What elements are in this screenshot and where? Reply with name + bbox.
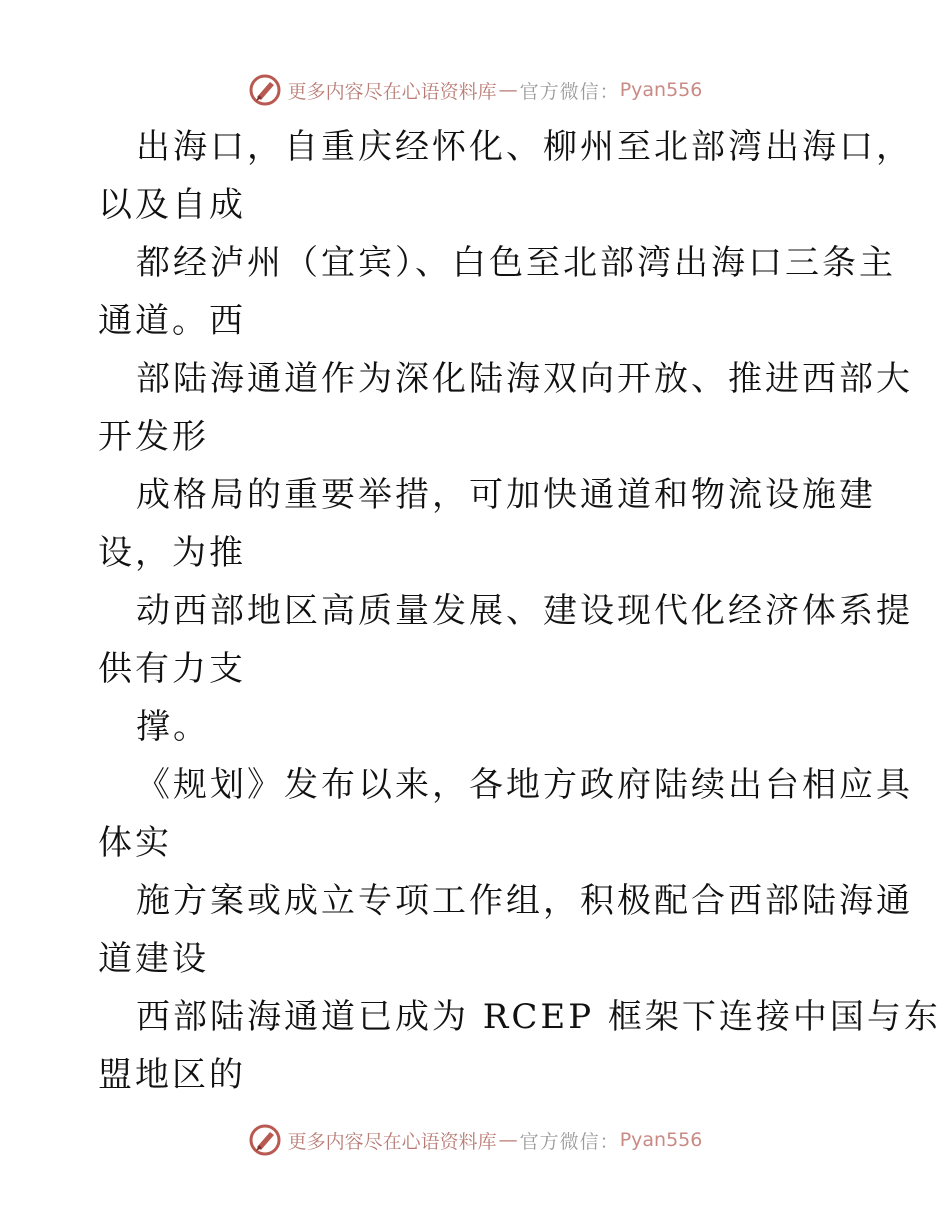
watermark-label: 官方微信： [519, 1130, 620, 1153]
header-watermark [0, 70, 950, 110]
watermark-id: Pyan556 [619, 79, 703, 101]
text-line: 道建设 [98, 939, 209, 979]
pen-logo-icon [248, 1123, 282, 1157]
footer-watermark [0, 1120, 950, 1160]
text-line: 开发形 [98, 417, 209, 457]
text-line: 设，为推 [98, 533, 246, 573]
watermark-dash: — [498, 1129, 518, 1151]
watermark-main-text: 更多内容尽在心语资料库 [287, 80, 497, 103]
text-line: 动西部地区高质量发展、建设现代化经济体系提 [136, 591, 913, 631]
watermark-main-text: 更多内容尽在心语资料库 [287, 1130, 497, 1153]
text-line: 撑。 [136, 707, 210, 747]
watermark-label: 官方微信： [519, 80, 620, 103]
text-line: 《规划》发布以来，各地方政府陆续出台相应具 [136, 765, 913, 805]
text-line: 西部陆海通道已成为 RCEP 框架下连接中国与东 [136, 997, 941, 1037]
document-body [98, 118, 941, 1104]
watermark-dash: — [498, 79, 518, 101]
watermark-id: Pyan556 [619, 1129, 703, 1151]
text-line: 体实 [98, 823, 172, 863]
text-line: 供有力支 [98, 649, 246, 689]
text-line: 通道。西 [98, 301, 246, 341]
text-line: 都经泸州（宜宾）、白色至北部湾出海口三条主 [136, 243, 896, 283]
text-line: 部陆海通道作为深化陆海双向开放、推进西部大 [136, 359, 913, 399]
pen-logo-icon [248, 73, 282, 107]
text-line: 出海口，自重庆经怀化、柳州至北部湾出海口， [136, 127, 913, 167]
text-line: 以及自成 [98, 185, 246, 225]
text-line: 成格局的重要举措，可加快通道和物流设施建 [136, 475, 876, 515]
text-line: 盟地区的 [98, 1055, 246, 1095]
text-line: 施方案或成立专项工作组，积极配合西部陆海通 [136, 881, 913, 921]
